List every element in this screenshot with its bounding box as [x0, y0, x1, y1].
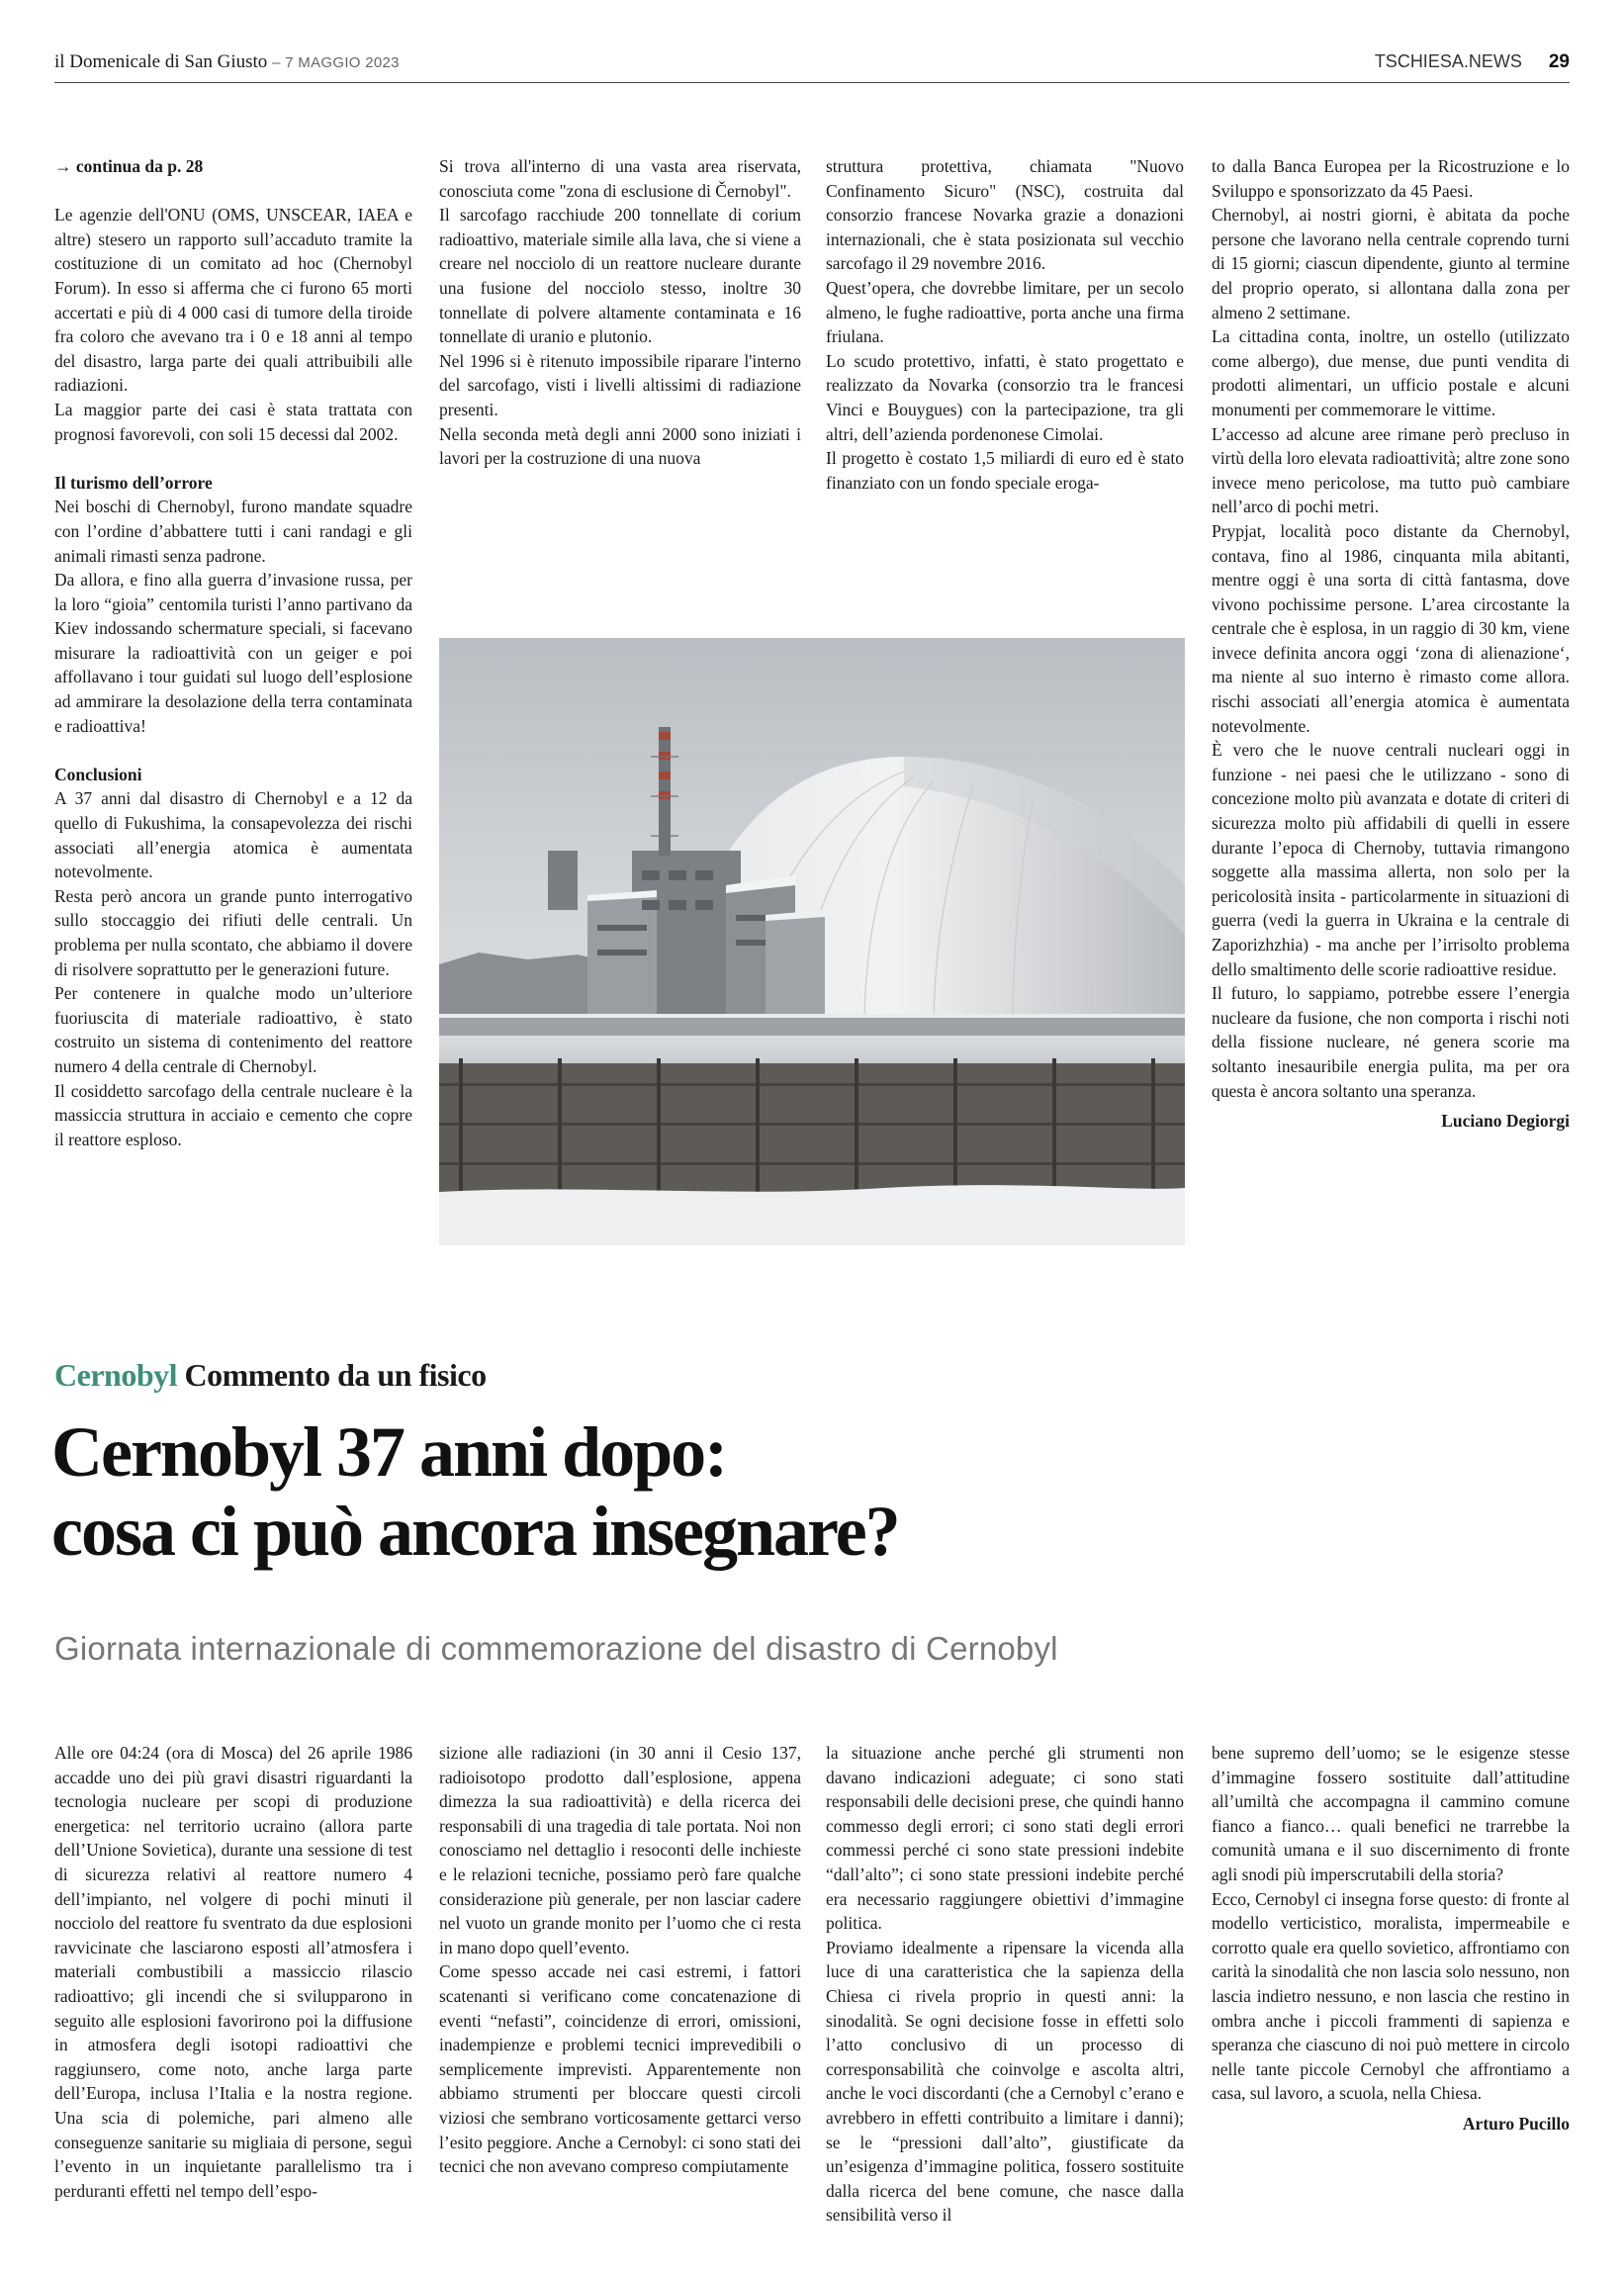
- paragraph: to dalla Banca Europea per la Ricostruzione e lo Sviluppo e sponsorizzato da 45 Paesi.: [1212, 156, 1570, 201]
- kicker-label: Commento da un fisico: [184, 1357, 487, 1393]
- paragraph: Il cosiddetto sarcofago della centrale nucleare è la massiccia struttura in acciaio e cemento che copre il reattore esploso.: [54, 1080, 412, 1149]
- paragraph: Nei boschi di Chernobyl, furono mandate squadre con l’ordine d’abbattere tutti i cani randagi e gli animali rimasti senza padrone.: [54, 497, 412, 566]
- paragraph: La maggior parte dei casi è stata trattata con prognosi favorevoli, con soli 15 decessi dal 2002.: [54, 399, 412, 444]
- masthead: [54, 51, 400, 73]
- article-subtitle: Giornata internazionale di commemorazione del disastro di Cernobyl: [54, 1630, 1058, 1667]
- paragraph: L’accesso ad alcune aree rimane però precluso in virtù della loro elevata radioattività; altre zone sono invece meno pericolose, ma tutto può cambiare nell’arco di pochi metri.: [1212, 423, 1571, 517]
- paragraph: Il futuro, lo sappiamo, potrebbe essere l’energia nucleare da fusione, che non comporta i rischi noti della fissione nucleare, né genera scorie ma soltanto inesauribile energia pulita, ma per ora questa è ancora soltanto una speranza.: [1212, 983, 1570, 1101]
- feature-column-3: [826, 1741, 1184, 2235]
- paragraph: Quest’opera, che dovrebbe limitare, per un secolo almeno, le fughe radioattive, porta anche una firma friulana.: [826, 277, 1184, 347]
- top-article-column-4: [1212, 154, 1570, 1262]
- header-right: [1375, 51, 1570, 73]
- paragraph: Si trova all'interno di una vasta area riservata, conosciuta come "zona di esclusione di Černobyl".: [439, 156, 801, 201]
- paragraph: Ecco, Cernobyl ci insegna forse questo: di fronte al modello verticistico, moralista, impermeabile e corrotto quale era quello sovietico, affrontiamo con carità la sinodalità che non lascia solo nessuno, non lascia indietro nessuno, e non lascia che restino in ombra anche i piccoli frammenti di sapienza e speranza che ciascuno di noi può mettere in circolo nelle tante piccole Cernobyl che affrontiamo a casa, sul lavoro, a scuola, nella Chiesa.: [1212, 1888, 1570, 2104]
- title-line: cosa ci può ancora insegnare?: [51, 1492, 899, 1571]
- subheading: Il turismo dell’orrore: [54, 472, 213, 493]
- paragraph: Nel 1996 si è ritenuto impossibile riparare l'interno del sarcofago, visti i livelli altissimi di radiazione presenti.: [439, 350, 801, 419]
- paragraph: Proviamo idealmente a ripensare la vicenda alla luce di una caratteristica che la sapienza della Chiesa ci rivela proprio in questi anni: la sinodalità. Se ogni decisione fosse in effetti solo l’atto conclusivo di un processo di corresponsabilità che coinvolge e ascolta altri, anche le voci discordanti (che a Cernobyl c’erano e avrebbero in effetti contribuito a limitare i danni); se le “pressioni dall’alto”, giustificate da un’esigenza d’immagine politica, fossero sostituite dalla ricerca del bene comune, che nasce dalla sensibilità verso il: [826, 1937, 1184, 2226]
- author-signature: Luciano Degiorgi: [1441, 1111, 1570, 1132]
- paragraph: Come spesso accade nei casi estremi, i fattori scatenanti si verificano come concatenazione di eventi “nefasti”, coincidenze di errori, omissioni, inadempienze e problemi tecnici imprevedibili o semplicemente imprevisti. Apparentemente non abbiamo strumenti per bloccare questi circoli viziosi che sembrano vorticosamente gettarci verso l’esito peggiore. Anche a Cernobyl: ci sono stati dei tecnici che non avevano compreso compiutamente: [439, 1961, 801, 2177]
- chernobyl-confinement-photo: [439, 638, 1185, 1245]
- issue-date: – 7 MAGGIO 2023: [272, 54, 400, 71]
- paragraph: Nella seconda metà degli anni 2000 sono iniziati i lavori per la costruzione di una nuova: [439, 423, 801, 469]
- paragraph: Per contenere in qualche modo un’ulteriore fuoriuscita di materiale radioattivo, è stato costruito un sistema di contenimento del reattore numero 4 della centrale di Chernobyl.: [54, 983, 412, 1076]
- author-signature: Arturo Pucillo: [1462, 2113, 1570, 2134]
- paragraph: È vero che le nuove centrali nucleari oggi in funzione - nei paesi che le utilizzano - sono di concezione molto più avanzata e dotate di criteri di sicurezza molto più affidabili di quelli in essere durante l’epoca di Chernoby, tuttavia rimangono soggette alla massima allerta, non solo per la pericolosità insita - particolarmente in situazioni di guerra (vedi la guerra in Ukraina e la centrale di Zaporizhzhia) - ma anche per l’irrisolto problema dello smaltimento delle scorie radioattive residue.: [1212, 740, 1570, 979]
- paragraph: Lo scudo protettivo, infatti, è stato progettato e realizzato da Novarka (consorzio tra le francesi Vinci e Bouygues) con la partecipazione, tra gli altri, dell’azienda pordenonese Cimolai.: [826, 350, 1184, 444]
- paragraph: Chernobyl, ai nostri giorni, è abitata da poche persone che lavorano nella centrale coprendo turni di 15 giorni; ciascun dipendente, giunto al termine del proprio operato, si allontana dalla zona per almeno 2 settimane.: [1212, 205, 1570, 322]
- feature-column-2: [439, 1741, 801, 2235]
- photo-illustration: [439, 638, 1185, 1245]
- feature-column-4: [1212, 1741, 1570, 2235]
- top-article-column-1: [54, 154, 412, 1252]
- top-article-column-3: [826, 154, 1184, 530]
- paragraph: Resta però ancora un grande punto interrogativo sullo stoccaggio dei rifiuti delle centrali. Un problema per nulla scontato, che abbiamo il dovere di risolvere soprattutto per le generazioni future.: [54, 885, 412, 979]
- paragraph: sizione alle radiazioni (in 30 anni il Cesio 137, radioisotopo prodotto dall’esplosione, appena dimezza la sua radioattività) e della ricerca dei responsabili di una tragedia di tale portata. Noi non conosciamo nel dettaglio i resoconti delle inchieste e le relazioni tecniche, possiamo però fare qualche considerazione più generale, per non lasciar cadere nel vuoto un grande monito per l’uomo che ci resta in mano dopo quell’evento.: [439, 1743, 801, 1957]
- article-title: [51, 1412, 1337, 1571]
- subheading: Conclusioni: [54, 764, 142, 784]
- page-number: 29: [1548, 51, 1570, 72]
- paragraph: la situazione anche perché gli strumenti non davano indicazioni adeguate; ci sono stati responsabili delle decisioni prese, che quindi hanno commesso degli errori; ci sono stati degli errori commessi perché ci sono state pressioni indebite “dall’alto”; ci sono state pressioni indebite perché era necessario raggiungere obiettivi d’immagine politica.: [826, 1743, 1184, 1934]
- paragraph: struttura protettiva, chiamata "Nuovo Confinamento Sicuro" (NSC), costruita dal consorzio francese Novarka grazie a donazioni internazionali, che è stata posizionata sul vecchio sarcofago il 29 novembre 2016.: [826, 156, 1184, 274]
- top-article-column-2: [439, 154, 801, 530]
- site-link[interactable]: TSCHIESA.NEWS: [1374, 51, 1522, 71]
- paragraph: Prypjat, località poco distante da Chernobyl, contava, fino al 1986, cinquanta mila abitanti, mentre oggi è una sorta di città fantasma, dove vivono pochissime persone. L’area circostante la centrale che è esplosa, in un raggio di 30 km, viene invece definita ancora oggi ‘zona di alienazione‘, ma niente al suo interno è rimasto come allora. rischi associati all’energia atomica è aumentata notevolmente.: [1212, 520, 1570, 736]
- continued-from: → continua da p. 28: [54, 156, 204, 176]
- paragraph: Il progetto è costato 1,5 miliardi di euro ed è stato finanziato con un fondo speciale eroga-: [826, 448, 1184, 493]
- title-line: Cernobyl 37 anni dopo:: [51, 1412, 727, 1492]
- paragraph: La cittadina conta, inoltre, un ostello (utilizzato come albergo), due mense, due punti vendita di prodotti alimentari, un ufficio postale e alcuni monumenti per commemorare le vittime.: [1212, 326, 1570, 419]
- paragraph: Da allora, e fino alla guerra d’invasione russa, per la loro “gioia” centomila turisti l’anno partivano da Kiev indossando schermature speciali, si facevano misurare la radioattività con un geiger e poi affollavano i tour guidati sul luogo dell’esplosione ad ammirare la desolazione della terra contaminata e radioattiva!: [54, 570, 412, 736]
- page-header: [54, 49, 1570, 83]
- feature-column-1: [54, 1741, 412, 2235]
- paragraph: Il sarcofago racchiude 200 tonnellate di corium radioattivo, materiale simile alla lava, che si viene a creare nel nocciolo di un reattore nucleare durante una fusione del nocciolo stesso, inoltre 30 tonnellate di polvere altamente contaminata e 16 tonnellate di uranio e plutonio.: [439, 205, 801, 347]
- article-kicker: [54, 1357, 487, 1394]
- paragraph: Alle ore 04:24 (ora di Mosca) del 26 aprile 1986 accadde uno dei più gravi disastri riguardanti la tecnologia nucleare per scopi di produzione energetica: nel territorio ucraino (allora parte dell’Unione Sovietica), durante una sessione di test di sicurezza relativi al reattore numero 4 dell’impianto, nel volgere di pochi minuti il nocciolo del reattore fu sventrato da due esplosioni ravvicinate che lasciarono esposti all’atmosfera i materiali combustibili a massiccio rilascio radioattivo; gli incendi che si svilupparono in seguito alle esplosioni favorirono poi la diffusione in atmosfera degli isotopi radioattivi che raggiunsero, come noto, anche larga parte dell’Europa, inclusa l’Italia e la nostra regione. Una scia di polemiche, pari almeno alle conseguenze sanitarie su migliaia di persone, seguì l’evento in un inquietante parallelismo tra i perduranti effetti nel tempo dell’espo-: [54, 1743, 412, 2201]
- paragraph: A 37 anni dal disastro di Chernobyl e a 12 da quello di Fukushima, la consapevolezza dei rischi associati all’energia atomica è aumentata notevolmente.: [54, 788, 412, 882]
- paragraph: bene supremo dell’uomo; se le esigenze stesse d’immagine fossero sostituite dall’attitudine all’umiltà che accompagna il cammino comune fianco a fianco… quali benefici ne trarrebbe la comunità umana e il suo discernimento di fronte agli snodi più imperscrutabili della storia?: [1212, 1743, 1570, 1884]
- kicker-topic: Cernobyl: [54, 1357, 177, 1393]
- publication-name: il Domenicale di San Giusto: [54, 51, 268, 72]
- paragraph: Le agenzie dell'ONU (OMS, UNSCEAR, IAEA e altre) stesero un rapporto sull’accaduto tramite la costituzione di un comitato ad hoc (Chernobyl Forum). In esso si afferma che ci furono 65 morti accertati e più di 4 000 casi di tumore della tiroide fra coloro che avevano tra i 0 e 18 anni al tempo del disastro, larga parte dei quali attribuibili alle radiazioni.: [54, 205, 412, 396]
